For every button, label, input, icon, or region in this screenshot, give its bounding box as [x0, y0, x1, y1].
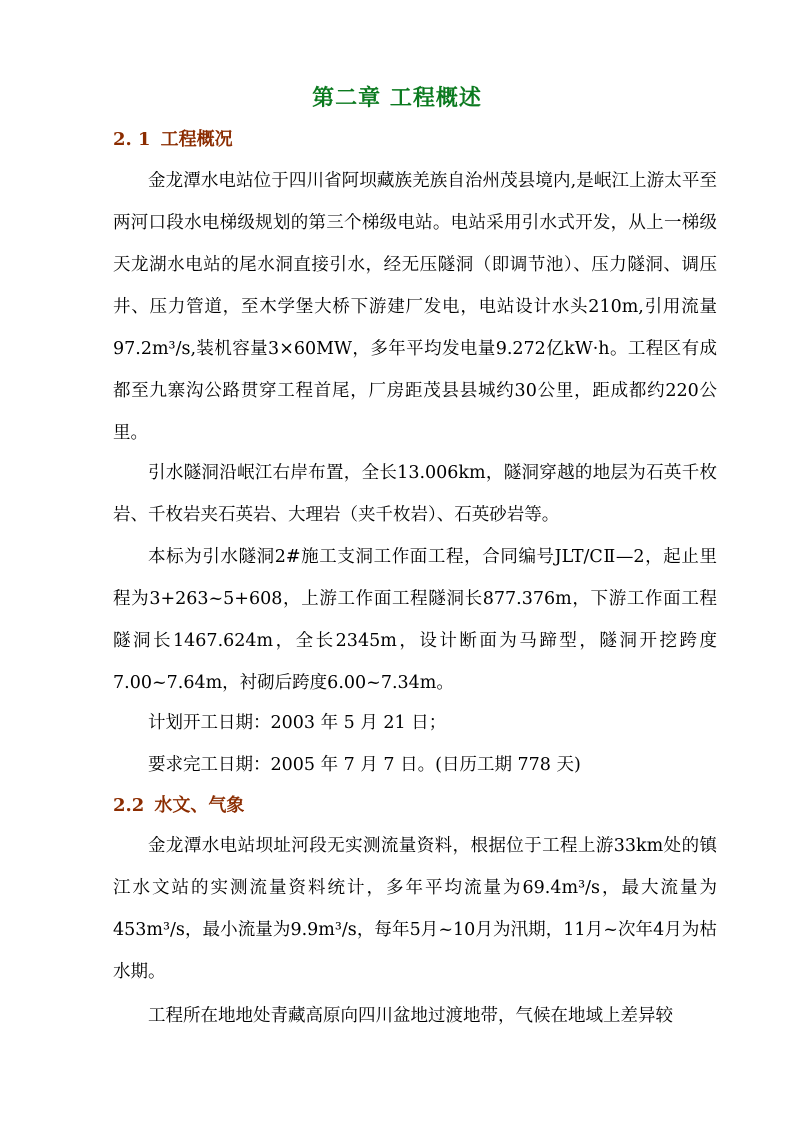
paragraph-climate: 工程所在地地处青藏高原向四川盆地过渡地带，气候在地域上差异较	[148, 1006, 673, 1026]
end-date: 要求完工日期：2005 年 7 月 7 日。(日历工期 778 天)	[148, 755, 581, 775]
paragraph-overview: 金龙潭水电站位于四川省阿坝藏族羌族自治州茂县境内,是岷江上游太平至两河口段水电梯级规划的第三个梯级电站。电站采用引水式开发，从上一梯级天龙湖水电站的尾水洞直接引水，经无压隧洞（即调节池）、压力隧洞、调压井、压力管道，至木学堡大桥下游建厂发电，电站设计水头210m,引用流量97.2m³/s,装机容量3×60MW，多年平均发电量9.272亿kW·h。工程区有成都至九寨沟公路贯穿工程首尾，厂房距茂县县城约30公里，距成都约220公里。	[113, 171, 717, 443]
section-heading-2-1	[113, 126, 233, 154]
chapter-title: 第二章 工程概述	[312, 85, 482, 111]
section-title: 水文、气象	[154, 795, 245, 816]
section-title: 工程概况	[160, 129, 233, 150]
paragraph-contract: 本标为引水隧洞2#施工支洞工作面工程，合同编号JLT/CⅡ—2，起止里程为3+263~5+608，上游工作面工程隧洞长877.376m，下游工作面工程隧洞长1467.624m，全长2345m，设计断面为马蹄型，隧洞开挖跨度7.00~7.64m，衬砌后跨度6.00~7.34m。	[113, 547, 717, 693]
start-date: 计划开工日期：2003 年 5 月 21 日；	[148, 713, 447, 733]
section-number: 2.2	[113, 795, 145, 816]
paragraph-tunnel: 引水隧洞沿岷江右岸布置，全长13.006km，隧洞穿越的地层为石英千枚岩、千枚岩夹石英岩、大理岩（夹千枚岩）、石英砂岩等。	[113, 463, 717, 525]
section-number: 2. 1	[113, 129, 151, 150]
paragraph-hydrology: 金龙潭水电站坝址河段无实测流量资料，根据位于工程上游33km处的镇江水文站的实测流量资料统计，多年平均流量为69.4m³/s，最大流量为453m³/s，最小流量为9.9m³/s，每年5月~10月为汛期，11月~次年4月为枯水期。	[113, 836, 717, 982]
section-heading-2-2	[113, 792, 244, 820]
